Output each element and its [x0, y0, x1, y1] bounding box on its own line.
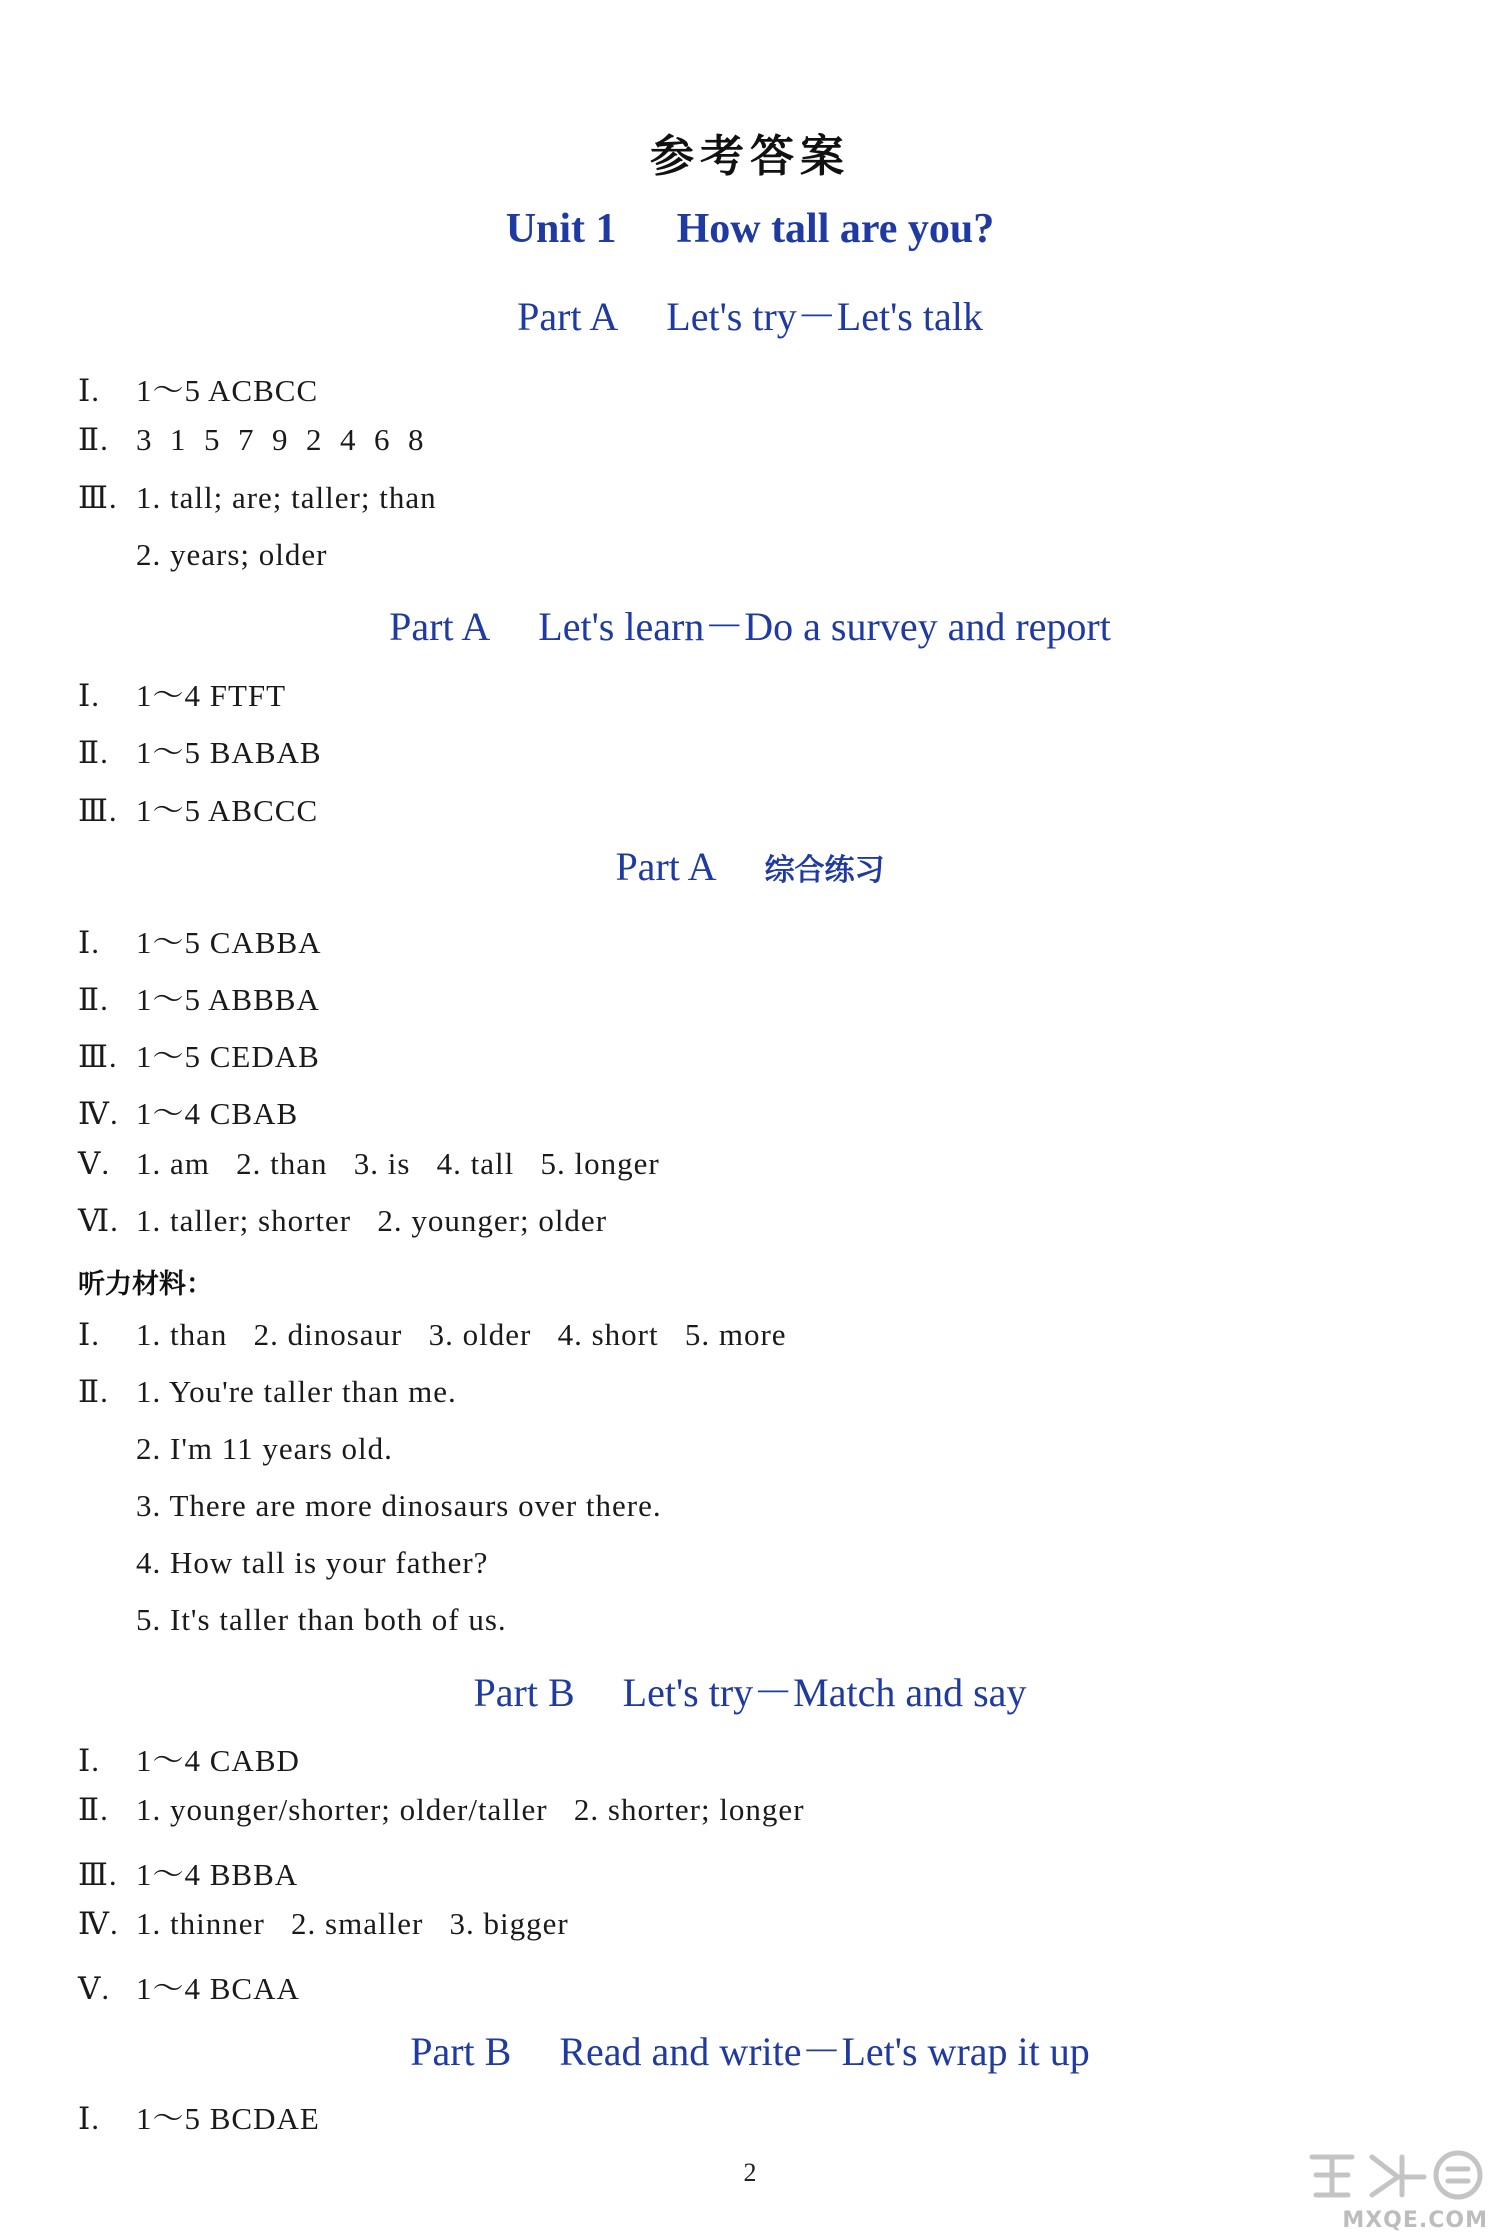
- answer-line: [78, 727, 322, 772]
- section-part: Part A: [389, 604, 491, 649]
- answer-text: 1. taller; shorter 2. younger; older: [136, 1203, 608, 1238]
- answer-text: 1～5 ABBBA: [136, 982, 320, 1017]
- section-title: [0, 1661, 1500, 1718]
- roman-numeral: Ⅱ.: [78, 1792, 109, 1827]
- page-title: 参考答案: [650, 131, 850, 182]
- answer-text: 1. thinner 2. smaller 3. bigger: [136, 1906, 569, 1941]
- section-title: [0, 285, 1500, 342]
- section-part: Part B: [410, 2029, 512, 2074]
- roman-numeral: Ⅳ.: [78, 1096, 119, 1131]
- watermark: [1302, 2147, 1492, 2233]
- answer-line: [78, 422, 425, 458]
- section-title: [0, 595, 1500, 652]
- answer-line: [78, 1792, 805, 1828]
- unit-heading: How tall are you?: [676, 206, 995, 252]
- section-part: Part A: [615, 844, 717, 889]
- roman-numeral: Ⅲ.: [78, 480, 118, 515]
- answer-text: 1～5 BCDAE: [136, 2101, 320, 2136]
- roman-numeral: Ⅱ.: [78, 982, 109, 1017]
- listening-text: 1. You're taller than me.: [136, 1374, 457, 1409]
- listening-text: 1. than 2. dinosaur 3. older 4. short 5. more: [136, 1317, 787, 1352]
- listening-line: [136, 1545, 488, 1581]
- unit-label: Unit 1: [505, 206, 617, 252]
- answer-text: 1～5 BABAB: [136, 735, 322, 770]
- answer-line: [78, 1088, 298, 1133]
- roman-numeral: Ⅰ.: [78, 1743, 100, 1778]
- listening-line: [136, 1431, 393, 1467]
- answer-line: [78, 537, 327, 573]
- answer-line: [78, 1906, 569, 1942]
- answer-line: [78, 1031, 320, 1076]
- listening-text: 2. I'm 11 years old.: [136, 1431, 393, 1466]
- page-number: 2: [743, 2158, 757, 2187]
- answer-line: [78, 1203, 607, 1239]
- answer-line: [78, 785, 318, 830]
- section-title: [0, 843, 1500, 890]
- answer-text: 1. younger/shorter; older/taller 2. shorter; longer: [136, 1792, 805, 1827]
- roman-numeral: Ⅰ.: [78, 925, 100, 960]
- listening-line: [78, 1317, 787, 1353]
- listening-line: [136, 1602, 507, 1638]
- section-part: Part B: [473, 1670, 575, 1715]
- answer-text: 1～4 CABD: [136, 1743, 300, 1778]
- roman-numeral: Ⅱ.: [78, 735, 109, 770]
- answer-text: 3 1 5 7 9 2 4 6 8: [136, 422, 425, 457]
- answer-line: [78, 1735, 300, 1780]
- answer-line: [78, 1963, 300, 2008]
- answer-line: [78, 1849, 298, 1894]
- answer-text: 1～5 CABBA: [136, 925, 322, 960]
- roman-numeral: Ⅲ.: [78, 1857, 118, 1892]
- answer-text: 2. years; older: [136, 537, 328, 572]
- section-heading: Let's learn－Do a survey and report: [538, 604, 1111, 649]
- roman-numeral: Ⅵ.: [78, 1203, 119, 1238]
- unit-title: [0, 205, 1500, 253]
- listening-text: 3. There are more dinosaurs over there.: [136, 1488, 662, 1523]
- answer-line: [78, 917, 322, 962]
- roman-numeral: Ⅱ.: [78, 422, 109, 457]
- answer-line: [78, 480, 437, 516]
- listening-text: 5. It's taller than both of us.: [136, 1602, 507, 1637]
- answer-text: 1. am 2. than 3. is 4. tall 5. longer: [136, 1146, 660, 1181]
- roman-numeral: Ⅰ.: [78, 2101, 100, 2136]
- listening-line: [136, 1488, 662, 1524]
- answer-line: [78, 365, 318, 410]
- roman-numeral: Ⅰ.: [78, 1317, 100, 1352]
- roman-numeral: Ⅴ.: [78, 1146, 111, 1181]
- answer-text: 1～4 FTFT: [136, 678, 287, 713]
- section-heading: Let's try－Let's talk: [666, 294, 983, 339]
- answer-text: 1～5 CEDAB: [136, 1039, 320, 1074]
- answer-text: 1～4 BBBA: [136, 1857, 299, 1892]
- section-heading: 综合练习: [764, 853, 885, 888]
- listening-text: 4. How tall is your father?: [136, 1545, 489, 1580]
- roman-numeral: Ⅲ.: [78, 793, 118, 828]
- section-title: [0, 2020, 1500, 2077]
- roman-numeral: Ⅲ.: [78, 1039, 118, 1074]
- answer-text: 1～5 ABCCC: [136, 793, 319, 828]
- answer-text: 1～4 CBAB: [136, 1096, 299, 1131]
- answer-line: [78, 670, 286, 715]
- listening-line: [78, 1374, 457, 1410]
- answer-line: [78, 974, 320, 1019]
- roman-numeral: Ⅴ.: [78, 1971, 111, 2006]
- answer-line: [78, 2093, 320, 2138]
- watermark-logo: [1302, 2147, 1492, 2203]
- roman-numeral: Ⅳ.: [78, 1906, 119, 1941]
- section-heading: Read and write－Let's wrap it up: [559, 2029, 1090, 2074]
- roman-numeral: Ⅰ.: [78, 678, 100, 713]
- answer-line: [78, 1146, 660, 1182]
- answer-text: 1～4 BCAA: [136, 1971, 300, 2006]
- roman-numeral: Ⅱ.: [78, 1374, 109, 1409]
- roman-numeral: Ⅰ.: [78, 373, 100, 408]
- section-heading: Let's try－Match and say: [622, 1670, 1027, 1715]
- answer-text: 1. tall; are; taller; than: [136, 480, 437, 515]
- watermark-url: MXQE.COM: [1342, 2208, 1488, 2233]
- answer-text: 1～5 ACBCC: [136, 373, 319, 408]
- section-part: Part A: [517, 294, 619, 339]
- listening-label: 听力材料：: [78, 1269, 213, 1300]
